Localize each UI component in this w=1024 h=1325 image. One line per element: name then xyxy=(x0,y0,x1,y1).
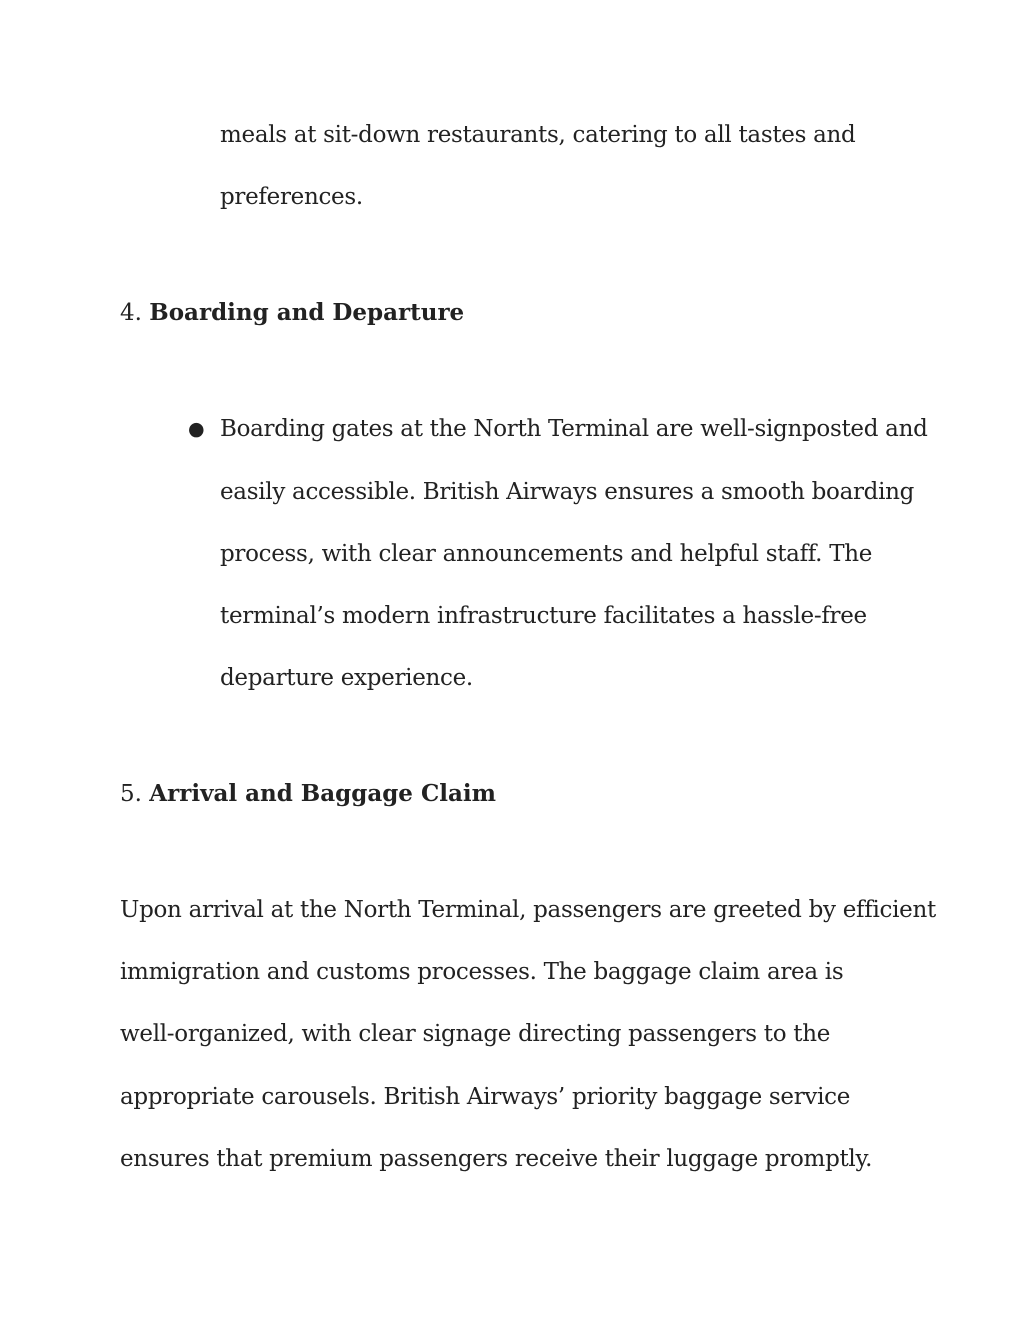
bullet-line: process, with clear announcements and helpful staff. The xyxy=(220,541,873,567)
paragraph-line: immigration and customs processes. The baggage claim area is xyxy=(120,959,844,985)
section-number: 4. xyxy=(120,300,142,326)
section-number: 5. xyxy=(120,781,142,807)
continuation-line: preferences. xyxy=(220,184,363,210)
bullet-line: Boarding gates at the North Terminal are well-signposted and xyxy=(220,416,928,442)
section-title: Arrival and Baggage Claim xyxy=(149,780,496,807)
bullet-line: terminal’s modern infrastructure facilitates a hassle-free xyxy=(220,603,867,629)
paragraph-line: Upon arrival at the North Terminal, passengers are greeted by efficient xyxy=(120,897,936,923)
section-title: Boarding and Departure xyxy=(149,299,465,326)
section-heading-arrival xyxy=(120,779,496,809)
bullet-line: easily accessible. British Airways ensures a smooth boarding xyxy=(220,479,915,505)
bullet-icon: ● xyxy=(188,418,205,440)
bullet-line: departure experience. xyxy=(220,665,473,691)
continuation-line: meals at sit-down restaurants, catering to all tastes and xyxy=(220,122,856,148)
paragraph-line: well-organized, with clear signage directing passengers to the xyxy=(120,1021,831,1047)
paragraph-line: appropriate carousels. British Airways’ priority baggage service xyxy=(120,1084,851,1110)
section-heading-boarding xyxy=(120,298,464,328)
paragraph-line: ensures that premium passengers receive their luggage promptly. xyxy=(120,1146,873,1172)
